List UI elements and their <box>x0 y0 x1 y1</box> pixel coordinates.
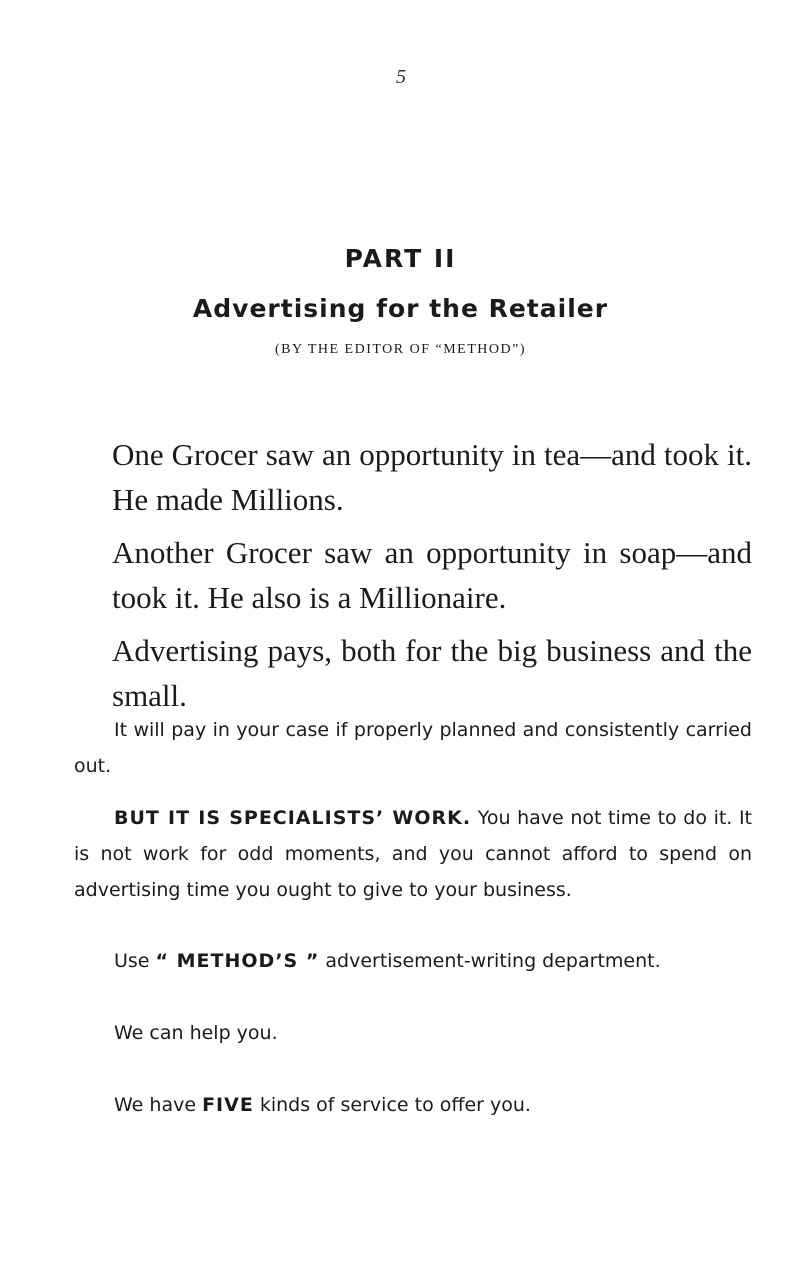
paragraph-specialists <box>74 800 752 908</box>
method-caps: “ METHOD’S ” <box>155 950 320 972</box>
five-caps: FIVE <box>202 1094 254 1116</box>
paragraph-will-pay <box>74 712 752 784</box>
section-title: Advertising for the Retailer <box>192 294 609 323</box>
paragraph-five-kinds <box>74 1087 752 1123</box>
paragraph-advertising-pays-text: Advertising pays, both for the big business and the small. <box>112 633 752 713</box>
we-have-text: We have <box>114 1094 197 1116</box>
page-number: 5 <box>396 66 406 88</box>
paragraph-soap <box>112 530 752 620</box>
paragraph-use-method <box>74 943 752 979</box>
specialists-caps: BUT IT IS SPECIALISTS’ WORK. <box>114 807 472 829</box>
paragraph-help <box>74 1015 752 1051</box>
paragraph-soap-text: Another Grocer saw an opportunity in soap—and took it. He also is a Millionaire. <box>112 535 752 615</box>
paragraph-advertising-pays <box>112 628 752 718</box>
part-heading: PART II <box>344 244 457 273</box>
paragraph-tea <box>112 432 752 522</box>
paragraph-tea-text: One Grocer saw an opportunity in tea—and took it. He made Millions. <box>112 437 752 517</box>
byline: (BY THE EDITOR OF “METHOD”) <box>275 342 526 357</box>
specialists-text: You have not time to do it. It is not work for odd moments, and you cannot afford to spend on advertising time you ought to give to your business. <box>74 807 752 901</box>
department-text: advertisement-writing department. <box>325 950 661 972</box>
paragraph-will-pay-text: It will pay in your case if properly planned and consistently carried out. <box>74 719 752 777</box>
service-text: kinds of service to offer you. <box>259 1094 531 1116</box>
help-text: We can help you. <box>114 1022 278 1044</box>
use-text: Use <box>114 950 150 972</box>
